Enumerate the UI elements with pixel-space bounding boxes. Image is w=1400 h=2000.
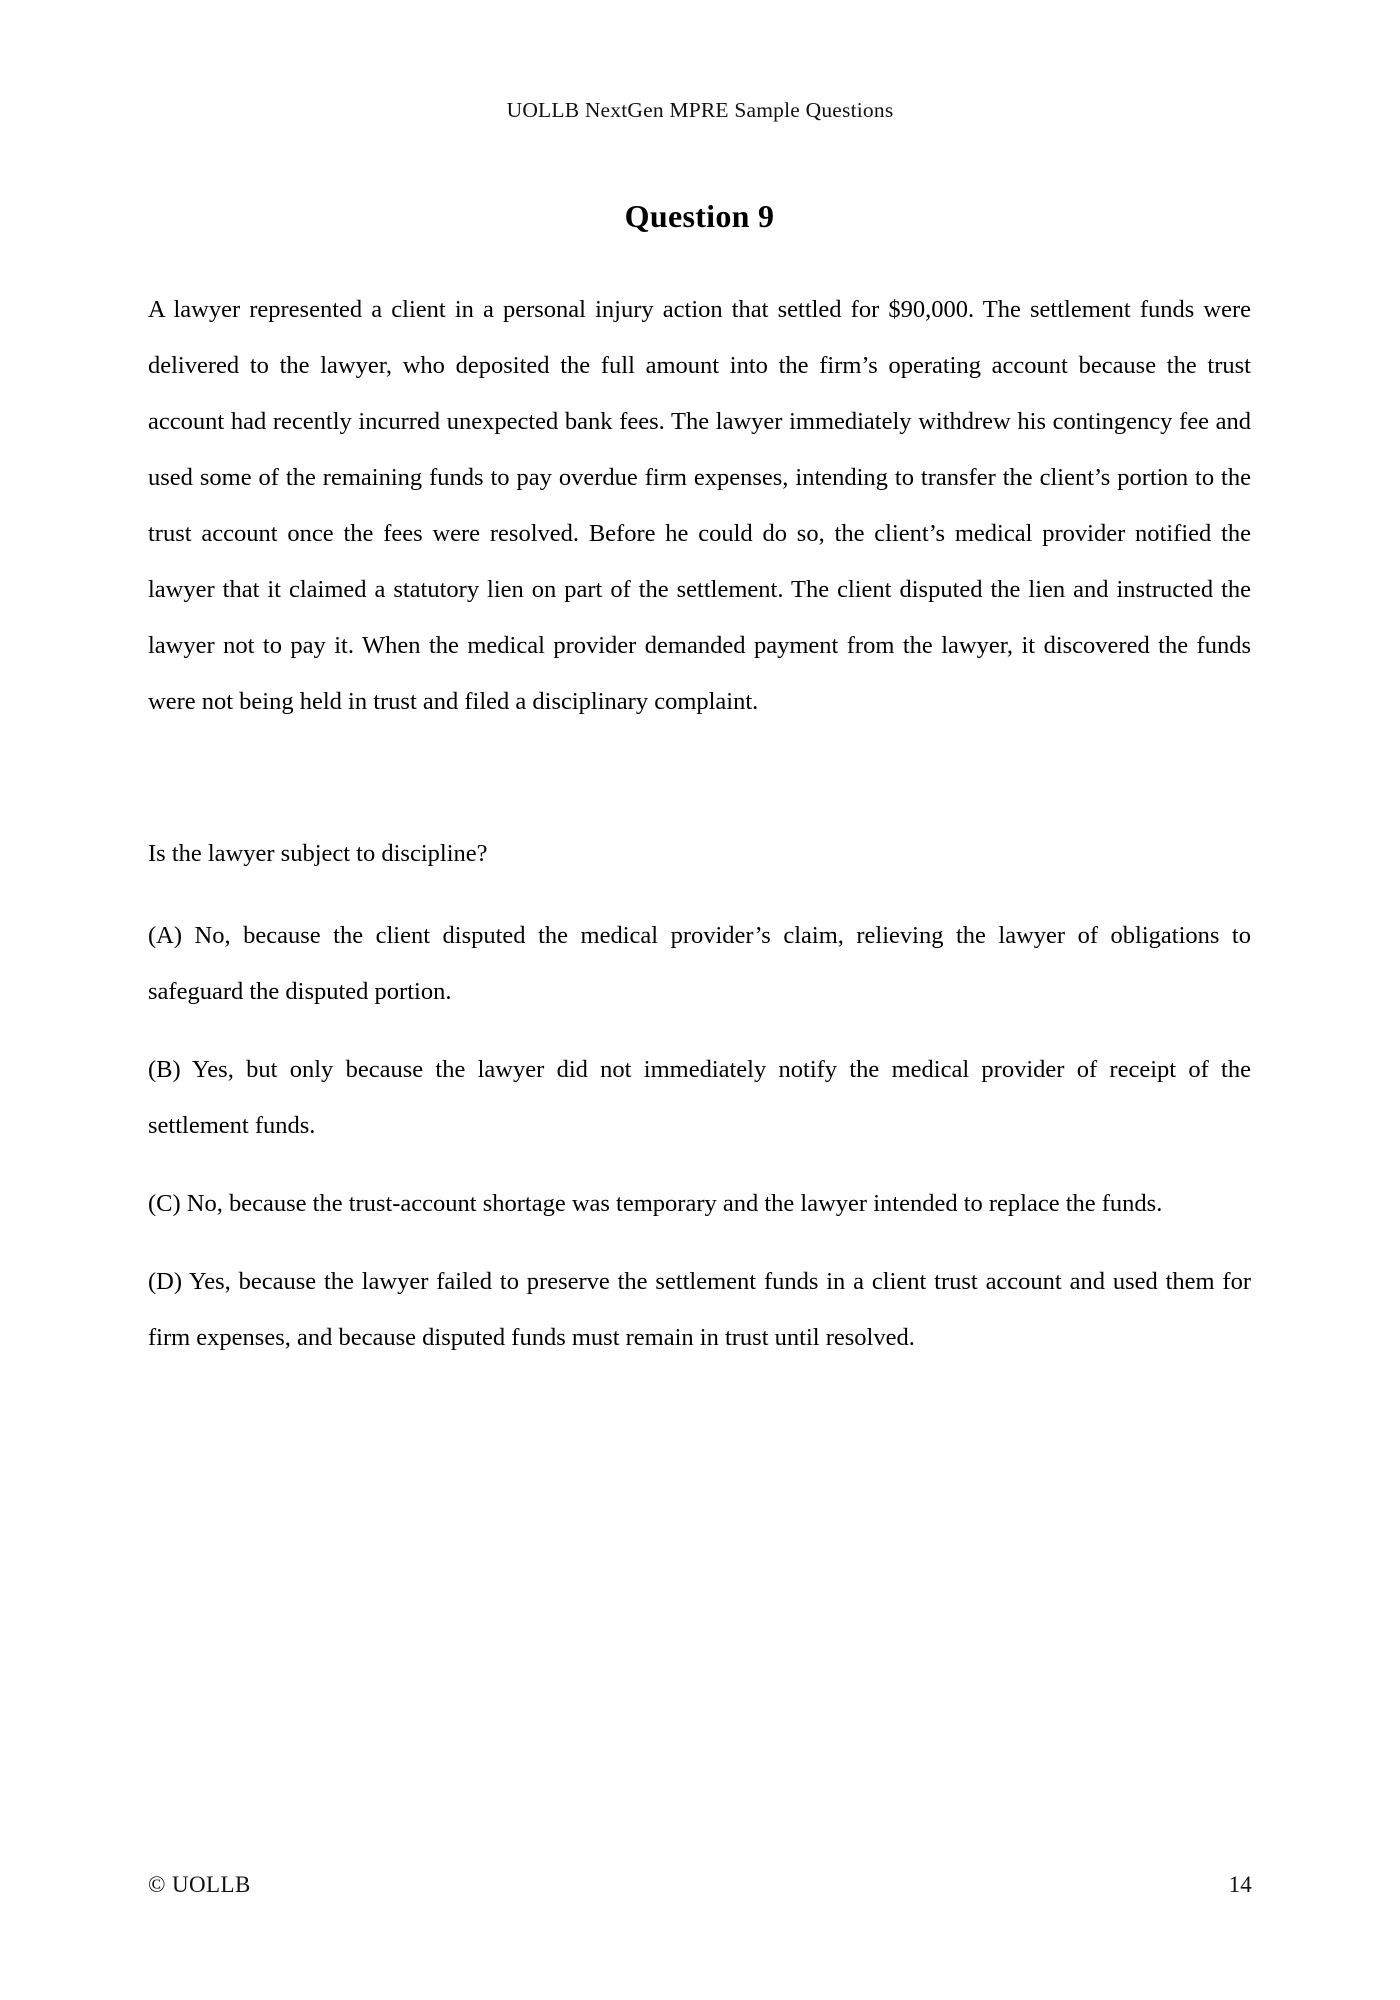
spacer <box>148 730 1251 826</box>
call-of-question: Is the lawyer subject to discipline? <box>148 840 488 867</box>
answer-choice-d[interactable]: (D) Yes, because the lawyer failed to preserve the settlement funds in a client trust account and used them for firm expenses, and because disputed funds must remain in trust until resolved. <box>148 1268 1251 1351</box>
answer-choice-a[interactable]: (A) No, because the client disputed the medical provider’s claim, relieving the lawyer of obligations to safeguard the disputed portion. <box>148 922 1251 1005</box>
copyright-notice: © UOLLB <box>148 1872 251 1897</box>
answer-choice-b[interactable]: (B) Yes, but only because the lawyer did not immediately notify the medical provider of receipt of the settlement funds. <box>148 1056 1251 1139</box>
page-content <box>148 196 1251 1366</box>
question-fact-pattern: A lawyer represented a client in a personal injury action that settled for $90,000. The settlement funds were delivered to the lawyer, who deposited the full amount into the firm’s operating account because the trust account had recently incurred unexpected bank fees. The lawyer immediately withdrew his contingency fee and used some of the remaining funds to pay overdue firm expenses, intending to transfer the client’s portion to the trust account once the fees were resolved. Before he could do so, the client’s medical provider notified the lawyer that it claimed a statutory lien on part of the settlement. The client disputed the lien and instructed the lawyer not to pay it. When the medical provider demanded payment from the lawyer, it discovered the funds were not being held in trust and filed a disciplinary complaint. <box>148 296 1251 715</box>
page-title: Question 9 <box>624 198 775 234</box>
page-footer <box>148 1872 1252 1898</box>
answer-choice-c[interactable]: (C) No, because the trust-account shortage was temporary and the lawyer intended to replace the funds. <box>148 1190 1163 1217</box>
page-number: 14 <box>1228 1872 1252 1897</box>
running-header: UOLLB NextGen MPRE Sample Questions <box>506 98 894 122</box>
